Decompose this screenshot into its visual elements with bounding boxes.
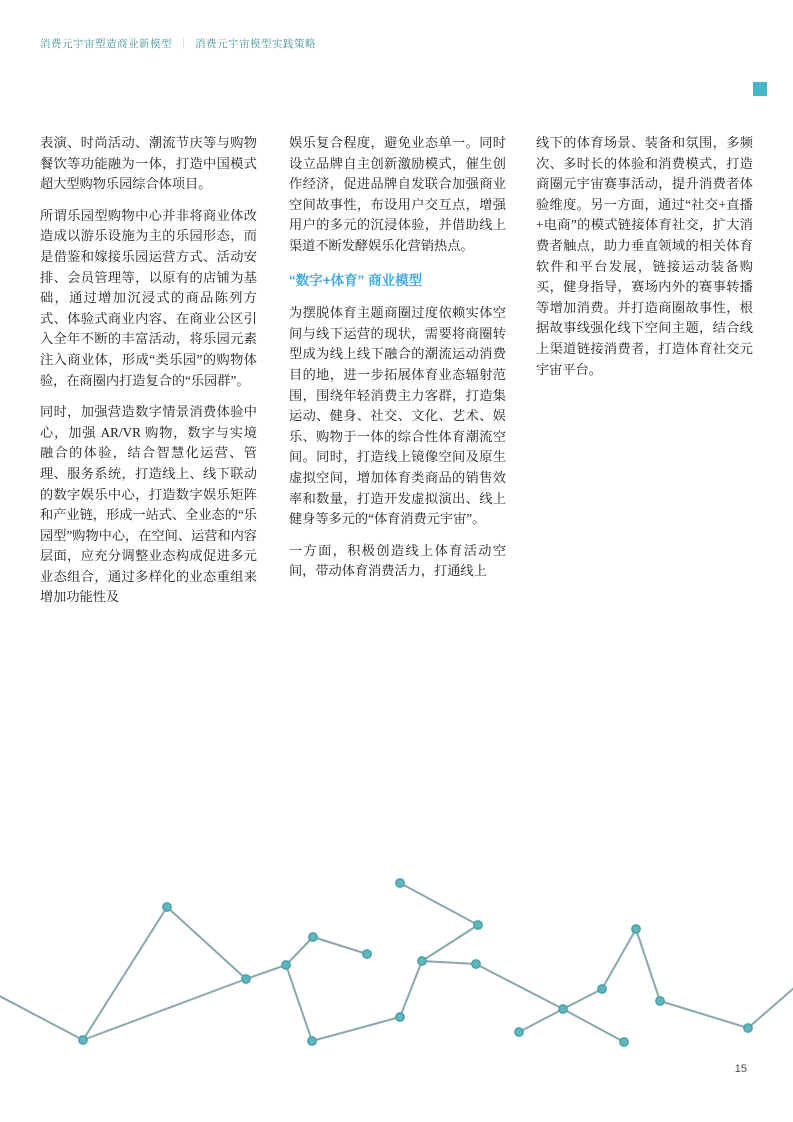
decoration-edge: [312, 1017, 400, 1041]
decoration-edge: [83, 907, 167, 1040]
decoration-edge: [83, 979, 246, 1040]
decoration-edge: [167, 907, 246, 979]
decoration-edge: [313, 937, 367, 954]
decoration-node: [396, 879, 404, 887]
decoration-edge: [422, 961, 476, 964]
decoration-edge: [602, 929, 636, 989]
decoration-edge: [422, 925, 478, 961]
paragraph: 表演、时尚活动、潮流节庆等与购物餐饮等功能融为一体，打造中国模式超大型购物乐园综合体项目。: [40, 135, 257, 192]
paragraph: 所谓乐园型购物中心并非将商业体改造成以游乐设施为主的乐园形态，而是借鉴和嫁接乐园运营方式、活动安排、会员管理等，以原有的店铺为基础，通过增加沉浸式的商品陈列方式、体验式商业内容、在商业公区引入全年不断的丰富活动，将乐园元素注入商业体，形成“类乐园”的购物体验，在商圈内打造复合的“乐园群”。: [40, 207, 257, 388]
text-column-3: [536, 133, 753, 391]
decoration-edge: [476, 964, 563, 1009]
decoration-edge: [519, 1009, 563, 1032]
decoration-node: [396, 1013, 404, 1021]
decoration-edge: [563, 989, 602, 1009]
decoration-edge: [246, 965, 286, 979]
running-header-title: 消费元宇宙塑造商业新模型: [40, 38, 172, 50]
decoration-edge: [286, 965, 312, 1041]
paragraph: 为摆脱体育主题商圈过度依赖实体空间与线下运营的现状，需要将商圈转型成为线上线下融合的潮流运动消费目的地，进一步拓展体育业态辐射范围，围绕年轻消费主力客群，打造集运动、健身、社交、文化、艺术、娱乐、购物于一体的综合性体育潮流空间。同时，打造线上镜像空间及原生虚拟空间，增加体育类商品的销售效率和数量，打造开发虚拟演出、线上健身等多元的“体育消费元宇宙”。: [289, 305, 506, 527]
decoration-edge: [636, 929, 660, 1001]
paragraph: 同时，加强营造数字情景消费体验中心，加强 AR/VR 购物，数字与实境融合的体验，结合智慧化运营、管理、服务系统，打造线上、线下联动的数字娱乐中心，打造数字娱乐矩阵和产业链，形成一站式、全业态的“乐园型”购物中心，在空间、运营和内容层面，应充分调整业态构成促进多元业态组合，通过多样化的业态重组来增加功能性及: [40, 404, 257, 605]
decoration-edge: [286, 937, 313, 965]
decoration-node: [163, 903, 171, 911]
decoration-node: [309, 933, 317, 941]
text-column-2: [289, 133, 506, 593]
decoration-node: [282, 961, 290, 969]
paragraph: 一方面，积极创造线上体育活动空间，带动体育消费活力，打通线上: [289, 542, 506, 579]
running-header-subtitle: 消费元宇宙模型实践策略: [195, 38, 316, 50]
network-lines-decoration: [0, 850, 793, 1075]
accent-square: [753, 82, 767, 96]
decoration-node: [363, 950, 371, 958]
decoration-node: [474, 921, 482, 929]
decoration-edge: [660, 1001, 748, 1028]
running-header-separator: ｜: [178, 38, 189, 50]
decoration-edge: [563, 1009, 624, 1042]
decoration-node: [744, 1024, 752, 1032]
page-number: 15: [734, 1063, 747, 1075]
decoration-node: [620, 1038, 628, 1046]
decoration-node: [656, 997, 664, 1005]
decoration-node: [79, 1036, 87, 1044]
decoration-node: [598, 985, 606, 993]
decoration-node: [242, 975, 250, 983]
decoration-node: [472, 960, 480, 968]
paragraph: 娱乐复合程度，避免业态单一。同时设立品牌自主创新激励模式，催生创作经济，促进品牌自发联合加强商业空间故事性，布设用户交互点，增强用户的多元的沉浸体验，并借助线上渠道不断发酵娱乐化营销热点。: [289, 135, 506, 253]
decoration-node: [632, 925, 640, 933]
decoration-edge: [748, 981, 793, 1028]
section-heading-digital-sports: “数字+体育” 商业模型: [289, 272, 423, 288]
decoration-edge: [0, 990, 83, 1040]
decoration-edge: [400, 883, 478, 925]
text-column-1: [40, 133, 257, 619]
running-header: [40, 36, 316, 51]
decoration-node: [308, 1037, 316, 1045]
decoration-node: [515, 1028, 523, 1036]
decoration-node: [418, 957, 426, 965]
decoration-edge: [400, 961, 422, 1017]
decoration-node: [559, 1005, 567, 1013]
paragraph: 线下的体育场景、装备和氛围，多频次、多时长的体验和消费模式，打造商圈元宇宙赛事活动，提升消费者体验维度。另一方面，通过“社交+直播+电商”的模式链接体育社交，扩大消费者触点，助力垂直领域的相关体育软件和平台发展，链接运动装备购买，健身指导，赛场内外的赛事转播等增加消费。并打造商圈故事性，根据故事线强化线下空间主题，结合线上渠道链接消费者，打造体育社交元宇宙平台。: [536, 135, 753, 377]
